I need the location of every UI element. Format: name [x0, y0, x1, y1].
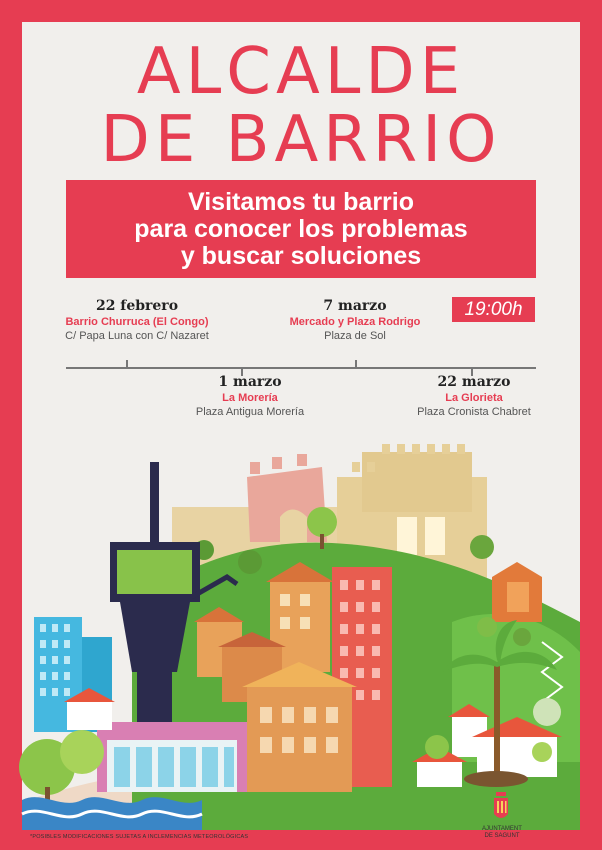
event-3: [140, 374, 360, 419]
event-place: Mercado y Plaza Rodrigo: [289, 316, 421, 328]
event-date: 22 febrero: [95, 298, 179, 314]
timeline: [66, 367, 536, 369]
event-date: 22 marzo: [437, 374, 511, 390]
event-1: [27, 298, 247, 343]
poster: [22, 22, 580, 840]
event-date: 7 marzo: [323, 298, 387, 314]
title-line-1: ALCALDE: [136, 35, 466, 109]
organization-line-1: AJUNTAMENT: [482, 826, 522, 832]
event-place: Barrio Churruca (El Congo): [65, 316, 209, 328]
event-address: Plaza de Sol: [324, 330, 386, 342]
organization-name: [472, 826, 532, 840]
event-place: La Morería: [222, 392, 278, 404]
timeline-tick: [355, 360, 357, 368]
subtitle-line-2: para conocer los problemas: [134, 214, 468, 243]
subtitle-box: [66, 180, 536, 278]
subtitle-line-1: Visitamos tu barrio: [188, 187, 414, 216]
event-address: Plaza Cronista Chabret: [417, 406, 531, 418]
time-badge: 19:00h: [452, 297, 535, 322]
event-4: [364, 374, 584, 419]
event-address: Plaza Antigua Morería: [195, 406, 305, 418]
event-address: C/ Papa Luna con C/ Nazaret: [65, 330, 209, 342]
sagunt-crest-logo: [492, 790, 510, 824]
weather-disclaimer: *POSIBLES MODIFICACIONES SUJETAS A INCLEMENCIAS METEOROLÓGICAS: [30, 834, 249, 840]
event-date: 1 marzo: [218, 374, 282, 390]
event-2: [245, 298, 465, 343]
organization-line-2: DE SAGUNT: [484, 833, 520, 839]
sagunto-cityscape-illustration: [22, 422, 580, 830]
title-line-2: DE BARRIO: [100, 103, 502, 177]
event-place: La Glorieta: [445, 392, 503, 404]
subtitle-line-3: y buscar soluciones: [180, 241, 422, 270]
timeline-tick: [126, 360, 128, 368]
